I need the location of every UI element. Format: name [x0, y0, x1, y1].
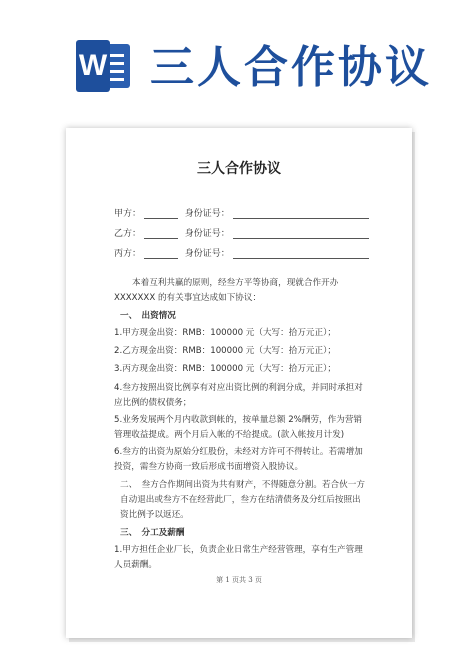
item-6: 6.叁方的出资为原始分红股份，未经对方许可不得转让。若需增加投资，需叁方协商一致后形成书面增资入股协议。: [114, 447, 363, 472]
party-a-id-blank: [233, 208, 369, 219]
page-footer: 第 1 页共 3 页: [216, 576, 262, 584]
party-b-id-blank: [233, 228, 369, 239]
party-a-row: [114, 206, 369, 222]
party-a-name-blank: [144, 208, 178, 219]
section-3-heading: 三、 分工及薪酬: [120, 528, 185, 538]
party-c-row: [114, 246, 369, 262]
party-b-id-label: 身份证号：: [184, 229, 230, 239]
item-5: 5.业务发展两个月内收款到帐的，按单量总额 2%酬劳，作为营销管理收益提成。两个月后入帐的不给提成。(款入帐按月计发): [114, 415, 363, 440]
document-title: 三人合作协议: [197, 161, 281, 177]
party-b-row: [114, 226, 369, 242]
item-3: 3.丙方现金出资：RMB：100000 元（大写：拾万元正）；: [114, 364, 337, 374]
document-page: [66, 128, 412, 638]
banner-title: 三人合作协议: [150, 42, 432, 93]
intro-paragraph: 本着互利共赢的原则，经叁方平等协商，现就合作开办 XXXXXXX 的有关事宜达成如下协议：: [114, 278, 339, 303]
party-c-label: 丙方：: [114, 249, 142, 259]
item-final: 1.甲方担任企业厂长，负责企业日常生产经营管理，享有生产管理人员薪酬。: [114, 545, 363, 570]
party-c-name-blank: [144, 248, 178, 259]
party-c-id-label: 身份证号：: [184, 249, 230, 259]
party-b-name-blank: [144, 228, 178, 239]
party-b-label: 乙方：: [114, 229, 142, 239]
section-2-paragraph: 二、 叁方合作期间出资为共有财产，不得随意分割。若合伙一方自动退出或叁方不在经营此厂，叁方在结清债务及分红后按照出资比例予以返还。: [120, 480, 365, 520]
item-1: 1.甲方现金出资：RMB：100000 元（大写：拾万元正）；: [114, 328, 337, 338]
item-2: 2.乙方现金出资：RMB：100000 元（大写：拾万元正）；: [114, 346, 337, 356]
word-logo-letter: W: [76, 40, 110, 92]
item-4: 4.叁方按照出资比例享有对应出资比例的利润分成，并同时承担对应比例的债权债务；: [114, 383, 363, 408]
party-c-id-blank: [233, 248, 369, 259]
party-a-id-label: 身份证号：: [184, 209, 230, 219]
word-logo-icon: [76, 40, 132, 92]
section-1-heading: 一、 出资情况: [120, 311, 176, 321]
banner: [0, 0, 474, 118]
party-a-label: 甲方：: [114, 209, 142, 219]
